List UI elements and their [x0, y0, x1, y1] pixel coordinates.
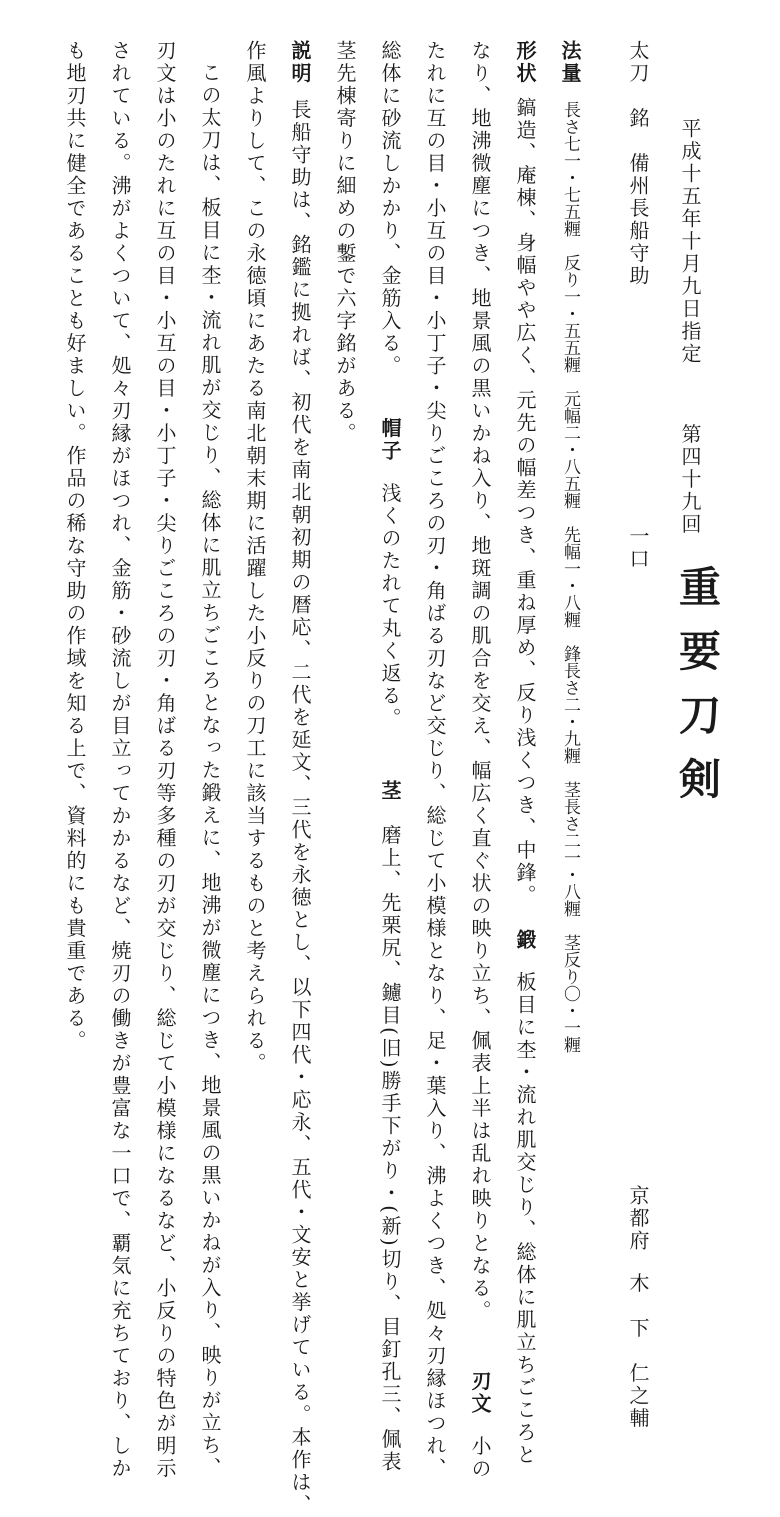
houryo-label: 法量: [558, 40, 582, 85]
setsumei-label: 説明: [288, 40, 312, 85]
keijo-label: 形状: [513, 40, 537, 85]
setsumei-column-4: 刃文は小のたれに互の目・小互の目・小丁子・尖りごころの刃・角ばる刃等多種の刃が交じり、総じて小模様になるなど、小反りの特色が明示: [153, 40, 177, 1480]
setsumei-column-6: も地刃共に健全であることも好ましい。作品の稀な守助の作域を知る上で、資料的にも貴重である。: [63, 40, 87, 1053]
page-title: 重要刀剣: [673, 565, 722, 821]
kitae-label: 鍛: [513, 929, 537, 952]
kitae-text-2: なり、地沸微塵につき、地景風の黒いかね入り、地斑調の肌合を交え、幅広く直ぐ状の映り立ち、佩表上半は乱れ映りとなる。: [468, 40, 492, 1323]
houryo-text: 長さ七一・七五糎 反り一・五五糎 元幅二・八五糎 先幅一・八糎 鋒長さ二・九糎 茎長さ二一・八糎 茎反り〇・一糎: [560, 101, 580, 1053]
item-count: 一口: [626, 525, 650, 571]
hamon-text-3: 総体に砂流しかかり、金筋入る。: [378, 40, 402, 378]
nakago-text-1: 磨上、先栗尻、鑢目(旧)勝手下がり・(新)切り、目釘孔三、佩表: [378, 824, 402, 1474]
setsumei-text-1: 長船守助は、銘鑑に拠れば、初代を南北朝初期の暦応、二代を延文、三代を永徳とし、以下四代・応永、五代・文安と挙げている。本作は、: [288, 99, 312, 1517]
kitae-text-1: 板目に杢・流れ肌交じり、総体に肌立ちごころと: [513, 971, 537, 1467]
nakago-label: 茎: [378, 780, 402, 803]
date-text: 平成十五年十月九日指定: [678, 118, 702, 366]
session-number: 第四十九回: [678, 423, 702, 536]
designation-date: [680, 118, 700, 536]
hamon-text-1: 小の: [468, 1435, 492, 1481]
owner-row: [628, 1185, 648, 1430]
hamon-column-3: [380, 40, 400, 1473]
houryo-column: [560, 40, 580, 1053]
item-name: 太刀 銘 備州長船守助: [626, 40, 650, 288]
keijo-text: 鎬造、庵棟、身幅やや広く、元先の幅差つき、重ね厚め、反り浅くつき、中鋒。: [513, 97, 537, 907]
item-name-row: [628, 40, 648, 571]
owner-name: 木 下 仁之輔: [626, 1272, 650, 1430]
setsumei-column-2: 作風よりして、この永徳頃にあたる南北朝末期に活躍した小反りの刀工に該当するものと考えられる。: [243, 40, 267, 1075]
kitae-column-2: [470, 40, 490, 1481]
hamon-column-2: たれに互の目・小互の目・小丁子・尖りごころの刃・角ばる刃など交じり、総じて小模様となり、足・葉入り、沸よくつき、処々刃縁ほつれ、: [423, 40, 447, 1480]
setsumei-column-1: [290, 40, 310, 1517]
boshi-label: 帽子: [378, 417, 402, 463]
hamon-label: 刃文: [468, 1370, 492, 1416]
keijo-column: [515, 40, 535, 1467]
setsumei-column-3: この太刀は、板目に杢・流れ肌が交じり、総体に肌立ちごころとなった鍛えに、地沸が微塵につき、地景風の黒いかねが入り、映りが立ち、: [198, 62, 222, 1480]
prefecture: 京都府: [626, 1185, 650, 1253]
nakago-column-2: 茎先棟寄りに細めの鏨で六字銘がある。: [333, 40, 357, 445]
boshi-text: 浅くのたれて丸く返る。: [378, 482, 402, 730]
setsumei-column-5: されている。沸がよくついて、処々刃縁がほつれ、金筋・砂流しが目立ってかかるなど、焼刃の働きが豊富な一口で、覇気に充ちており、しか: [108, 40, 132, 1480]
